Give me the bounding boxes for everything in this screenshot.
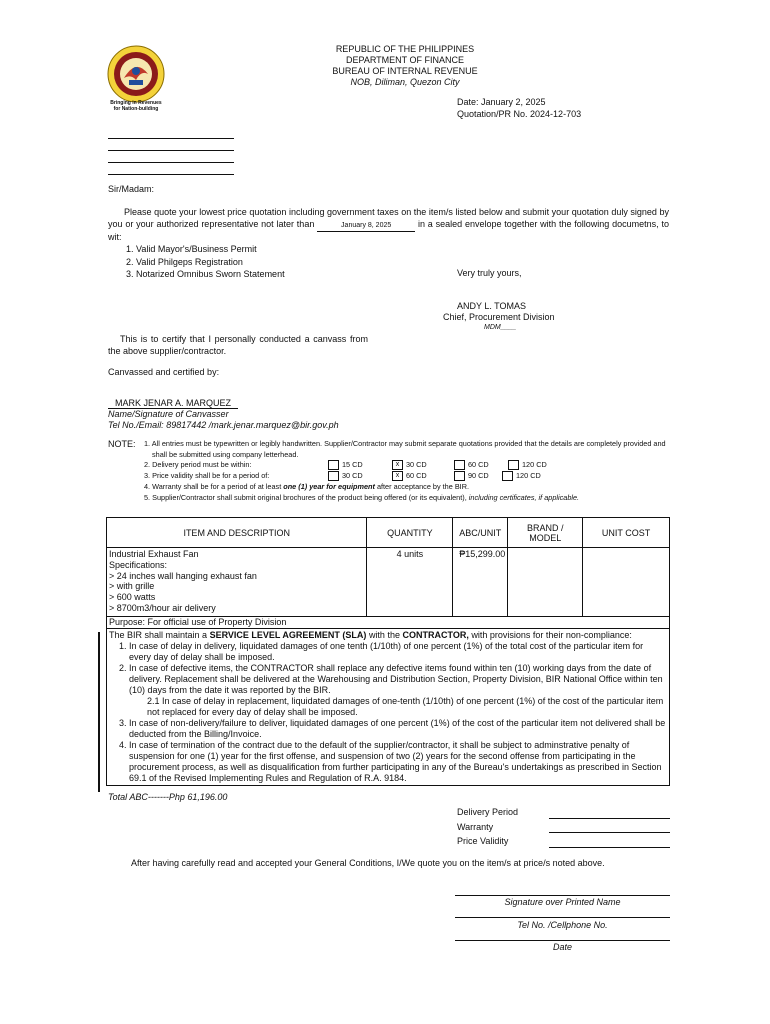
signature-label: Signature over Printed Name	[504, 897, 621, 907]
quotation-number: Quotation/PR No. 2024-12-703	[457, 109, 582, 119]
option-label: 15 CD	[342, 460, 363, 469]
note-5-a: 5. Supplier/Contractor shall submit original brochures of the product being offered (or its equivalent),	[144, 492, 467, 502]
sla-intro	[109, 630, 667, 641]
option-label: 120 CD	[516, 471, 541, 480]
requirement-item: 1. Valid Mayor's/Business Permit	[126, 244, 257, 254]
spec-line: Specifications:	[109, 559, 168, 570]
delivery-option[interactable]	[454, 460, 489, 471]
note-2-text: 2. Delivery period must be within:	[144, 460, 252, 469]
date-line[interactable]	[455, 940, 670, 941]
option-label: 30 CD	[406, 460, 427, 469]
checkbox-icon[interactable]: x	[392, 460, 403, 470]
supplier-line-3[interactable]	[108, 162, 234, 163]
table-row	[107, 548, 670, 617]
signatory-name: ANDY L. TOMAS	[457, 301, 527, 311]
supplier-line-1[interactable]	[108, 138, 234, 139]
spec-line: > 24 inches wall hanging exhaust fan	[109, 570, 257, 581]
document-date: Date: January 2, 2025	[457, 97, 546, 107]
note-4-c: after acceptance by the BIR.	[376, 482, 470, 491]
initials: MDM____	[484, 324, 517, 331]
checkbox-icon[interactable]: x	[392, 471, 403, 481]
price-validity-label: Price Validity	[457, 836, 509, 846]
total-abc: Total ABC-------Php 61,196.00	[108, 792, 228, 802]
price-validity-field[interactable]	[549, 847, 670, 848]
spec-line: > 8700m3/hour air delivery	[109, 602, 216, 613]
delivery-option[interactable]	[508, 460, 547, 471]
brand-model-cell[interactable]	[508, 548, 583, 617]
letter-body	[108, 207, 669, 244]
header-address: NOB, Diliman, Quezon City	[350, 77, 460, 87]
item-description	[107, 548, 367, 617]
header-line-1: REPUBLIC OF THE PHILIPPINES	[335, 44, 475, 54]
agency-header	[280, 44, 530, 88]
checkbox-icon[interactable]	[454, 471, 465, 481]
note-4-a: 4. Warranty shall be for a period of at least	[144, 482, 282, 491]
sla-intro-c: with the	[368, 629, 400, 640]
column-header: BRAND / MODEL	[508, 518, 583, 548]
sla-list	[109, 641, 667, 784]
checkbox-icon[interactable]	[508, 460, 519, 470]
validity-option[interactable]	[328, 471, 363, 482]
canvass-certification: This is to certify that I personally conducted a canvass from the above supplier/contractor.	[108, 334, 368, 356]
requirement-item: 3. Notarized Omnibus Sworn Statement	[126, 269, 285, 279]
checkbox-icon[interactable]	[328, 460, 339, 470]
note-4	[144, 482, 670, 493]
column-header: ABC/UNIT	[453, 518, 508, 548]
item-abc: ₱15,299.00	[453, 548, 508, 617]
note-label: NOTE:	[108, 439, 136, 449]
margin-bar	[98, 632, 100, 792]
delivery-option[interactable]	[392, 460, 427, 471]
sla-intro-b: SERVICE LEVEL AGREEMENT (SLA)	[209, 629, 367, 640]
spec-line: > with grille	[109, 581, 155, 592]
sla-item	[129, 663, 667, 718]
sla-item: 1. In case of delay in delivery, liquidated damages of one tenth (1/10th) of one percent (1%) of the total cost of the particular item for every day of delay shall be imposed.	[129, 641, 667, 663]
sla-subitem: 2.1 In case of delay in replacement, liquidated damages of one-tenth (1/10th) of one percent (1%) of the cost of the particular item not replaced for every day of delay shall be imposed.	[147, 695, 664, 717]
table-header-row	[107, 518, 670, 548]
option-label: 60 CD	[406, 471, 427, 480]
closing: Very truly yours,	[457, 268, 522, 278]
note-4-emphasis: one (1) year for equipment	[283, 482, 375, 491]
header-line-2: DEPARTMENT OF FINANCE	[345, 55, 464, 65]
purpose-cell: Purpose: For official use of Property Division	[107, 617, 670, 629]
spec-line: > 600 watts	[109, 592, 156, 603]
sla-item: 4. In case of termination of the contract due to the default of the supplier/contractor, it shall be subject to adminstrative penalty of suspension for one (1) year for the first offense, and suspension of two (2) years for the second offense from participating in the procurement process, as well as disqualification from further participating in any of the Bureau's undertakings as prescribed in Section 69.1 of the Revised Implementing Rules and Regulation of R.A. 9184.	[129, 740, 667, 784]
column-header: ITEM AND DESCRIPTION	[107, 518, 367, 548]
sla-intro-a: The BIR shall maintain a	[109, 629, 208, 640]
sla-intro-d: CONTRACTOR,	[402, 629, 469, 640]
telephone-line[interactable]	[455, 917, 670, 918]
delivery-period-label: Delivery Period	[457, 807, 519, 817]
note-3-text: 3. Price validity shall be for a period of:	[144, 471, 270, 480]
checkbox-icon[interactable]	[502, 471, 513, 481]
table-row	[107, 617, 670, 629]
note-5	[144, 493, 670, 504]
unit-cost-cell[interactable]	[583, 548, 670, 617]
option-label: 60 CD	[468, 460, 489, 469]
sla-item: 3. In case of non-delivery/failure to deliver, liquidated damages of one percent (1%) of the cost of the particular item not delivered shall be deducted from the Billing/Invoice.	[129, 718, 667, 740]
notes-list	[144, 439, 670, 503]
deadline-date: January 8, 2025	[317, 220, 415, 233]
sla-cell	[107, 628, 670, 785]
canvasser-name: MARK JENAR A. MARQUEZ	[108, 398, 238, 409]
requirements-list	[126, 243, 285, 281]
letter-body-part-2: in a sealed envelope together with the following documetns, to wit:	[108, 218, 669, 242]
column-header: UNIT COST	[583, 518, 670, 548]
signatory-title: Chief, Procurement Division	[443, 312, 555, 322]
seal-tagline	[103, 100, 169, 112]
tagline-line-1: Bringing in Revenues	[110, 100, 162, 106]
requirement-item: 2. Valid Philgeps Registration	[126, 256, 243, 267]
supplier-line-2[interactable]	[108, 150, 234, 151]
tagline-line-2: for Nation-building	[113, 106, 159, 112]
items-table	[106, 517, 670, 786]
sla-intro-e: with provisions for their non-compliance:	[471, 629, 632, 640]
note-2	[144, 460, 670, 471]
warranty-field[interactable]	[549, 832, 670, 833]
validity-option[interactable]	[392, 471, 427, 482]
option-label: 120 CD	[522, 460, 547, 469]
item-quantity: 4 units	[367, 548, 453, 617]
acceptance-statement: After having carefully read and accepted your General Conditions, I/We quote you on the item/s at price/s noted above.	[131, 858, 605, 868]
warranty-label: Warranty	[457, 822, 494, 832]
note-3	[144, 471, 670, 482]
canvassed-by-label: Canvassed and certified by:	[108, 367, 220, 377]
item-name: Industrial Exhaust Fan	[109, 549, 199, 559]
header-line-3: BUREAU OF INTERNAL REVENUE	[332, 66, 478, 76]
option-label: 90 CD	[468, 471, 489, 480]
telephone-label: Tel No. /Cellphone No.	[517, 920, 608, 930]
delivery-option[interactable]	[328, 460, 363, 471]
salutation: Sir/Madam:	[108, 184, 155, 194]
sla-item-2-text: In case of defective items, the CONTRACTOR shall replace any defective items found within ten (10) working days from the date of delivery. Replacement shall be delivered at the Warehousing and Distribution Section, Property Division, BIR National Office within ten (10) days from the date it was reported by the BIR.	[129, 662, 663, 695]
date-label: Date	[552, 942, 572, 952]
column-header: QUANTITY	[367, 518, 453, 548]
signature-line[interactable]	[455, 895, 670, 896]
note-1: 1. All entries must be typewritten or legibly handwritten. Supplier/Contractor may submit separate quotations provided that the details are completely provided and shall be submitted using company letterhead.	[144, 439, 666, 459]
delivery-period-field[interactable]	[549, 818, 670, 819]
canvasser-contact: Tel No./Email: 89817442 /mark.jenar.marquez@bir.gov.ph	[108, 420, 339, 430]
canvasser-caption: Name/Signature of Canvasser	[108, 409, 229, 419]
table-row	[107, 628, 670, 785]
validity-option[interactable]	[454, 471, 489, 482]
supplier-line-4[interactable]	[108, 174, 234, 175]
checkbox-icon[interactable]	[328, 471, 339, 481]
validity-option[interactable]	[502, 471, 541, 482]
checkbox-icon[interactable]	[454, 460, 465, 470]
letter-body-part-1: Please quote your lowest price quotation including government taxes on the item/s listed below and submit your quotation duly signed by you or your authorized representative not later than	[108, 207, 669, 229]
note-5-emphasis: including certificates, if applicable.	[468, 492, 580, 502]
option-label: 30 CD	[342, 471, 363, 480]
